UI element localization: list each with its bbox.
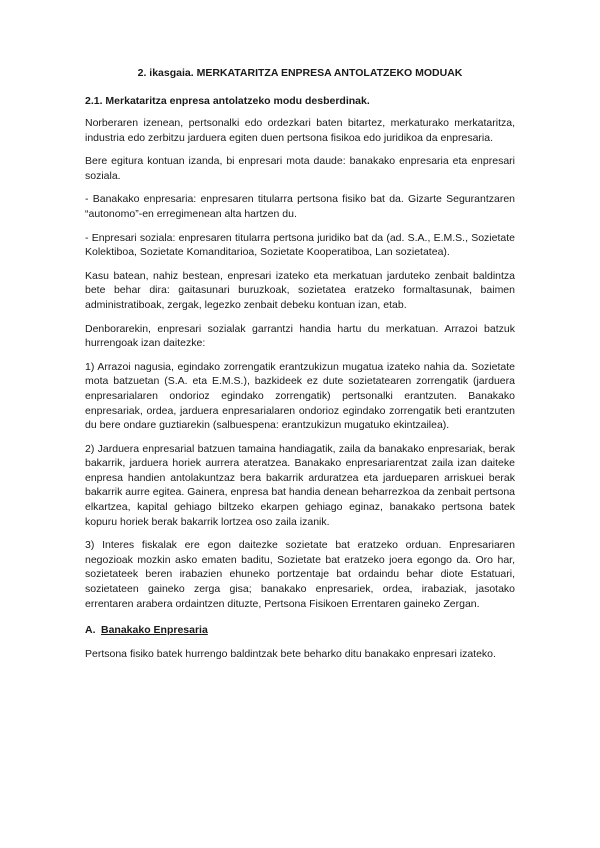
paragraph-section-a: Pertsona fisiko batek hurrengo baldintzak bete beharko ditu banakako enpresari izateko. [85, 648, 496, 661]
paragraph-definition: Norberaren izenean, pertsonalki edo ordezkari baten bitartez, merkaturako merkataritza, industria edo zerbitzu jarduera egiten duen pertsona fisikoa edo juridikoa da enpresaria. [85, 117, 515, 144]
paragraph-individual: - Banakako enpresaria: enpresaren titularra pertsona fisiko bat da. Gizarte Segurantzaren “autonomo”-en erregimenean alta hartzen du. [85, 193, 515, 220]
paragraph-types-intro: Bere egitura kontuan izanda, bi enpresari mota daude: banakako enpresaria eta enpresari soziala. [85, 155, 515, 182]
section-a-heading [85, 623, 515, 637]
paragraph-reasons-intro: Denborarekin, enpresari sozialak garrantzi handia hartu du merkatuan. Arrazoi batzuk hurrengoak izan daitezke: [85, 322, 515, 350]
document-page [85, 66, 515, 671]
lesson-title: 2. ikasgaia. MERKATARITZA ENPRESA ANTOLATZEKO MODUAK [137, 67, 463, 79]
paragraph-reason-1: 1) Arrazoi nagusia, egindako zorrengatik erantzukizun mugatua izateko nahia da. Sozietate mota batzuetan (S.A. eta E.M.S.), bazkideek ez dute sozietatearen zorrengatik (jarduera enpresarialaren ondorioz egindako zorrengatik) pertsonalki erantzuten. Banakako enpresariak, ordea, jarduera enpresarialaren ondorioz egindako zorrengatik beti erantzuten du bere ondare guztiarekin (salbuespena: erantzukizun mugatuko ekintzailea). [85, 360, 515, 432]
paragraph-reason-2: 2) Jarduera enpresarial batzuen tamaina handiagatik, zaila da banakako enpresariak, berak bakarrik, jarduera horiek aurrera ateratzea. Banakako enpresariarentzat zaila izan daiteke enpresa handien antolakuntzaz bera bakarrik arduratzea eta jarduераren arriskuei berak bakarrik aurre egitea. Gainera, enpresa bat handia denean beharrezkoa da zenbait pertsona elkartzea, kapital gehiago biltzeko ekarpen gehiago eginaz, banakako pertsona batek kopuru horiek berak bakarrik lortzea oso zaila izanik. [85, 442, 515, 528]
paragraph-requirements: Kasu batean, nahiz bestean, enpresari izateko eta merkatuan jarduteko zenbait baldintza bete behar dira: gaitasunari buruzkoak, sozietatea eratzeko formaltasunak, baimen administratiboak, zergak, legezko zenbait debeku kontuan izan, etab. [85, 269, 515, 311]
section-a-title: Banakako Enpresaria [101, 624, 208, 637]
paragraph-reason-3: 3) Interes fiskalak ere egon daitezke sozietate bat eratzeko orduan. Enpresariaren negozioak mozkin asko ematen baditu, Sozietate bat eratzeko joera egongo da. Oro har, sozietateek beren irabazien ehuneko portzentaje bat ordaindu behar diote Estatuari, sozietateen gaineko zerga gisa; banakako enpresariek, ordea, irabaziak, jasotako errentaren arabera ordaintzen dituzte, Pertsona Fisikoen Errentaren gaineko Zergan. [85, 539, 515, 610]
section-a-letter: A. [85, 624, 96, 637]
paragraph-social: - Enpresari soziala: enpresaren titularra pertsona juridiko bat da (ad. S.A., E.M.S., Sozietate Kolektiboa, Sozietate Komanditarioa, Sozietate Kooperatiboa, Lan sozietatea). [85, 231, 515, 259]
section-subtitle: 2.1. Merkataritza enpresa antolatzeko modu desberdinak. [85, 95, 370, 107]
